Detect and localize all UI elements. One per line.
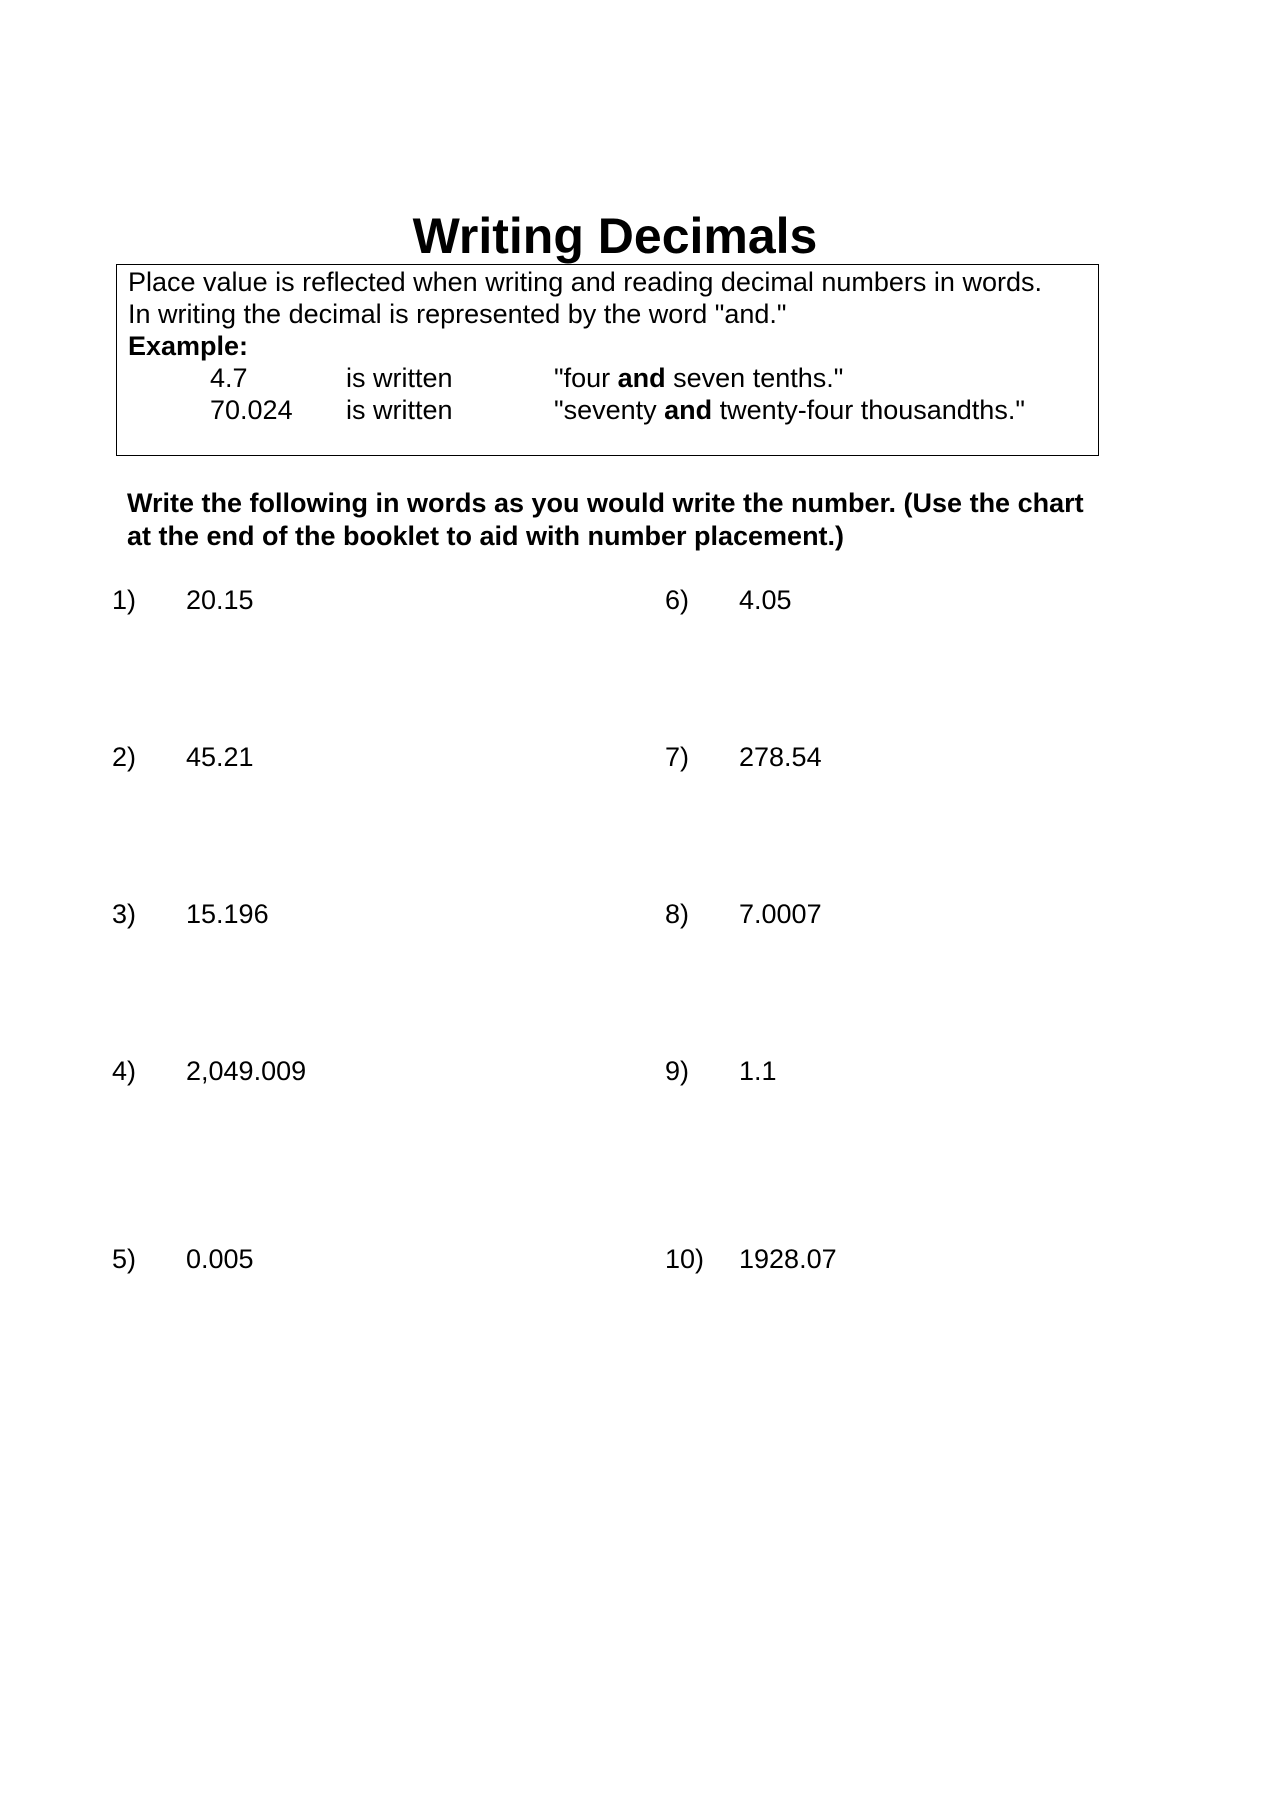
problem-value: 4.05 <box>739 585 792 615</box>
info-box <box>116 264 1099 456</box>
example-verb: is written <box>346 395 453 425</box>
example-verb: is written <box>346 363 453 393</box>
example-words <box>554 362 843 394</box>
example-label: Example: <box>128 331 249 361</box>
problem-number: 1) <box>112 585 137 615</box>
problem-value: 2,049.009 <box>186 1056 307 1086</box>
problem-number: 6) <box>665 585 690 615</box>
problem-number: 3) <box>112 899 137 929</box>
example-words <box>554 394 1025 426</box>
problem-value: 45.21 <box>186 742 254 772</box>
example-number: 4.7 <box>210 363 248 393</box>
problem-number: 5) <box>112 1244 137 1274</box>
problem-number: 9) <box>665 1056 690 1086</box>
problem-number: 10) <box>665 1244 705 1274</box>
problem-value: 1.1 <box>739 1056 777 1086</box>
example-words-before: "four <box>554 363 618 393</box>
example-row <box>117 362 1098 394</box>
problem-value: 278.54 <box>739 742 822 772</box>
example-row <box>117 394 1098 426</box>
problem-value: 20.15 <box>186 585 254 615</box>
problem-number: 7) <box>665 742 690 772</box>
example-words-after: twenty-four thousandths." <box>712 395 1025 425</box>
example-words-and: and <box>664 395 713 425</box>
problem-number: 2) <box>112 742 137 772</box>
instructions: Write the following in words as you would write the number. (Use the chart at the end of the booklet to aid with number placement.) <box>127 488 1084 551</box>
problem-value: 1928.07 <box>739 1244 837 1274</box>
problem-value: 7.0007 <box>739 899 822 929</box>
example-number: 70.024 <box>210 395 293 425</box>
info-line-1: Place value is reflected when writing and reading decimal numbers in words. <box>128 267 1042 297</box>
example-words-and: and <box>617 363 666 393</box>
example-words-after: seven tenths." <box>665 363 844 393</box>
problem-value: 15.196 <box>186 899 269 929</box>
problem-number: 8) <box>665 899 690 929</box>
problem-number: 4) <box>112 1056 137 1086</box>
info-line-2: In writing the decimal is represented by the word "and." <box>128 299 787 329</box>
example-words-before: "seventy <box>554 395 665 425</box>
problem-value: 0.005 <box>186 1244 254 1274</box>
page-title: Writing Decimals <box>412 208 818 264</box>
